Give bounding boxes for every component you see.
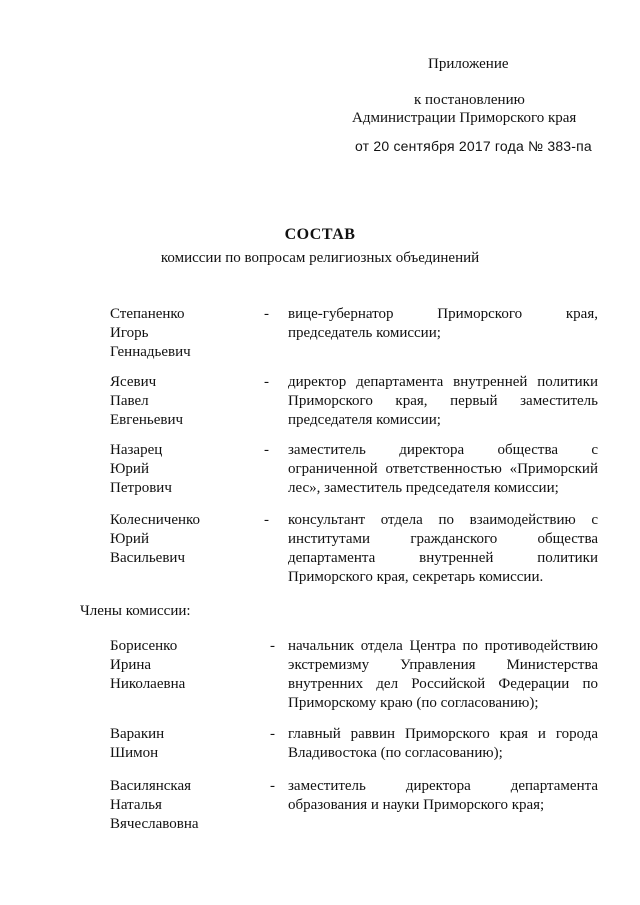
given-name: Юрий <box>110 461 149 477</box>
patronymic: Петрович <box>110 480 172 496</box>
person-role: главный раввин Приморского края и города Владивостока (по согласованию); <box>288 726 598 761</box>
given-name: Павел <box>110 393 149 409</box>
document-title: СОСТАВ <box>284 226 356 243</box>
surname: Борисенко <box>110 638 178 654</box>
dash-separator: - <box>270 778 275 794</box>
dash-separator: - <box>264 374 269 390</box>
surname: Степаненко <box>110 306 185 322</box>
person-role: вице-губернатор Приморского края, председатель комиссии; <box>288 306 598 341</box>
dash-separator: - <box>264 306 269 322</box>
given-name: Юрий <box>110 531 149 547</box>
person-role: заместитель директора департамента образования и науки Приморского края; <box>288 778 598 813</box>
person-name <box>110 725 164 763</box>
person-name <box>110 637 185 694</box>
surname: Назарец <box>110 442 163 458</box>
person-role: заместитель директора общества с ограниченной ответственностью «Приморский лес», заместитель председателя комиссии; <box>288 442 598 496</box>
patronymic: Геннадьевич <box>110 344 191 360</box>
given-name: Шимон <box>110 745 159 761</box>
dash-separator: - <box>270 638 275 654</box>
surname: Колесниченко <box>110 512 201 528</box>
given-name: Игорь <box>110 325 149 341</box>
dash-separator: - <box>264 442 269 458</box>
surname: Василянская <box>110 778 192 794</box>
surname: Варакин <box>110 726 165 742</box>
resolution-label: к постановлению <box>414 92 525 108</box>
administration-label: Администрации Приморского края <box>352 110 577 126</box>
person-role: директор департамента внутренней политики Приморского края, первый заместитель председателя комиссии; <box>288 374 598 428</box>
person-name <box>110 305 191 362</box>
given-name: Наталья <box>110 797 162 813</box>
person-role: консультант отдела по взаимодействию с институтами гражданского общества департамента внутренней политики Приморского края, секретарь комиссии. <box>288 512 598 585</box>
dash-separator: - <box>264 512 269 528</box>
person-name <box>110 777 199 834</box>
surname: Ясевич <box>110 374 157 390</box>
person-name <box>110 373 183 430</box>
person-name <box>110 441 172 498</box>
resolution-date-number: от 20 сентября 2017 года № 383-па <box>355 138 592 154</box>
patronymic: Вячеславовна <box>110 816 199 832</box>
patronymic: Васильевич <box>110 550 185 566</box>
document-subtitle: комиссии по вопросам религиозных объединений <box>160 250 480 266</box>
members-heading: Члены комиссии: <box>80 603 191 619</box>
patronymic: Евгеньевич <box>110 412 184 428</box>
appendix-label: Приложение <box>428 56 509 72</box>
dash-separator: - <box>270 726 275 742</box>
patronymic: Николаевна <box>110 676 186 692</box>
person-name <box>110 511 200 568</box>
person-role: начальник отдела Центра по противодействию экстремизму Управления Министерства внутренних дел Российской Федерации по Приморскому краю (по согласованию); <box>288 638 598 711</box>
given-name: Ирина <box>110 657 152 673</box>
